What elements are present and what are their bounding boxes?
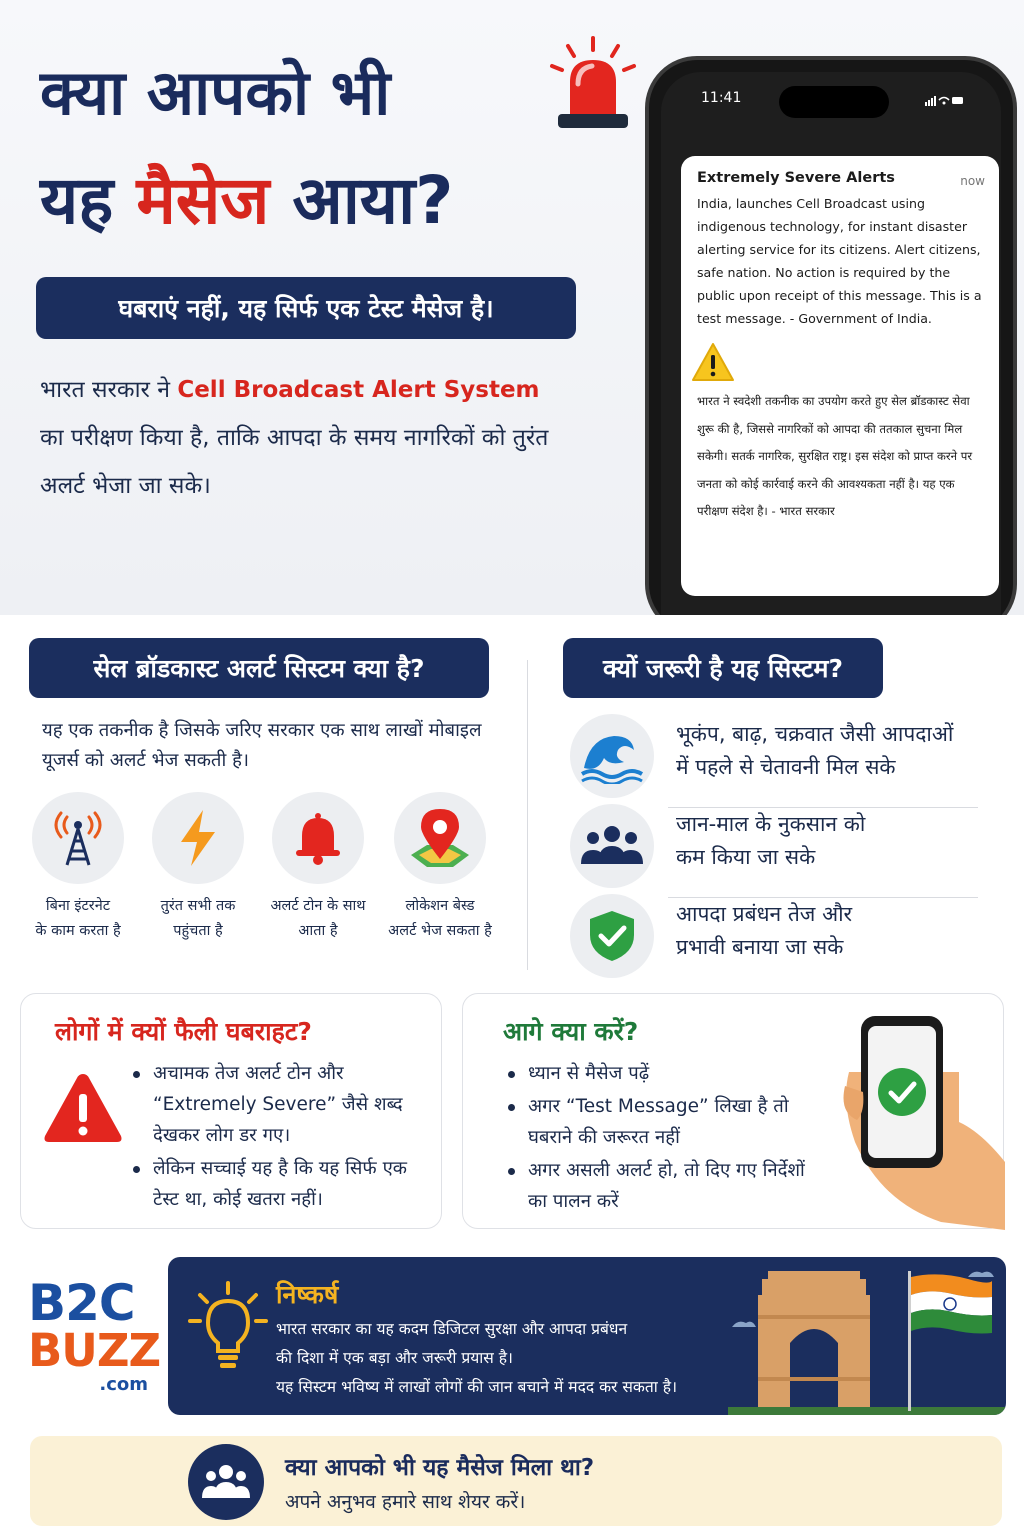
panic-heading: लोगों में क्यों फैली घबराहट? xyxy=(55,1017,312,1046)
status-time: 11:41 xyxy=(701,90,742,106)
list-item: अचामक तेज अलर्ट टोन और “Extremely Severe” जैसे शब्द देखकर लोग डर गए। xyxy=(133,1058,433,1151)
title-highlight: मैसेज xyxy=(136,162,270,239)
why-line: जान-माल के नुकसान को xyxy=(676,812,866,836)
phone-screen xyxy=(661,72,1001,632)
lightning-icon xyxy=(152,792,244,884)
conclusion-line: की दिशा में एक बड़ा और जरूरी प्रयास है। xyxy=(276,1349,513,1367)
feature-caption xyxy=(136,894,260,944)
warning-icon xyxy=(41,1070,125,1146)
india-gate-flag-illustration xyxy=(728,1257,1006,1415)
warning-triangle-icon xyxy=(691,342,735,382)
conclusion-line: भारत सरकार का यह कदम डिजिटल सुरक्षा और आपदा प्रबंधन xyxy=(276,1320,628,1338)
lightbulb-icon xyxy=(188,1281,268,1377)
caption-line: के काम करता है xyxy=(35,923,121,939)
why-item-damage xyxy=(570,802,980,888)
hero-title-line1: क्या आपको भी xyxy=(40,56,391,129)
hero-section xyxy=(0,0,1024,615)
shield-check-icon xyxy=(570,894,654,978)
why-text xyxy=(676,718,953,784)
intro-text-end: का परीक्षण किया है, ताकि आपदा के समय नागरिकों को तुरंत अलर्ट भेजा जा सके। xyxy=(40,425,549,499)
feature-no-internet xyxy=(16,792,140,944)
bell-icon xyxy=(272,792,364,884)
what-is-heading: सेल ब्रॉडकास्ट अलर्ट सिस्टम क्या है? xyxy=(29,638,489,698)
phone-notch xyxy=(779,86,889,118)
people-icon xyxy=(570,804,654,888)
caption-line: आता है xyxy=(298,923,338,939)
alert-notification[interactable] xyxy=(681,156,999,596)
what-is-description: यह एक तकनीक है जिसके जरिए सरकार एक साथ लाखों मोबाइल यूजर्स को अलर्ट भेज सकती है। xyxy=(42,720,482,771)
logo-b2c: B2C xyxy=(28,1274,135,1332)
reassurance-banner: घबराएं नहीं, यह सिर्फ एक टेस्ट मैसेज है। xyxy=(36,277,576,339)
why-text xyxy=(676,808,865,874)
caption-line: तुरंत सभी तक xyxy=(160,898,236,914)
hero-title-line2 xyxy=(40,162,454,239)
logo-buzz: BUZZ xyxy=(28,1324,161,1377)
next-steps-heading: आगे क्या करें? xyxy=(503,1017,639,1046)
title-part-end: आया? xyxy=(269,162,454,239)
caption-line: पहुंचता है xyxy=(173,923,223,939)
column-divider xyxy=(527,660,528,970)
feature-location xyxy=(378,792,502,944)
phone-mockup xyxy=(645,56,1017,636)
next-steps-list xyxy=(508,1058,808,1219)
hand-phone-check-icon xyxy=(841,1012,1005,1230)
intro-text: भारत सरकार ने xyxy=(40,377,178,403)
list-item: लेकिन सच्चाई यह है कि यह सिर्फ एक टेस्ट था, कोई खतरा नहीं। xyxy=(133,1153,433,1215)
cta-question: क्या आपको भी यह मैसेज मिला था? xyxy=(285,1455,595,1481)
why-heading: क्यों जरूरी है यह सिस्टम? xyxy=(563,638,883,698)
conclusion-panel xyxy=(168,1257,1006,1415)
alert-english-text: India, launches Cell Broadcast using indigenous technology, for instant disaster alerting service for its citizens. Alert citizens, safe nation. No action is required by the public upon receipt of this message. This is a test message. - Government of India. xyxy=(697,196,982,326)
alert-time: now xyxy=(960,174,985,188)
why-line: आपदा प्रबंधन तेज और xyxy=(676,902,853,926)
intro-highlight: Cell Broadcast Alert System xyxy=(177,377,540,403)
caption-line: अलर्ट भेज सकता है xyxy=(388,923,492,939)
why-line: में पहले से चेतावनी मिल सके xyxy=(676,755,896,779)
list-item: अगर असली अलर्ट हो, तो दिए गए निर्देशों का पालन करें xyxy=(508,1155,808,1217)
why-item-management xyxy=(570,892,980,978)
siren-icon xyxy=(548,36,638,132)
location-pin-icon xyxy=(394,792,486,884)
caption-line: अलर्ट टोन के साथ xyxy=(270,898,366,914)
list-item: अगर “Test Message” लिखा है तो घबराने की जरूरत नहीं xyxy=(508,1091,808,1153)
intro-paragraph xyxy=(40,366,560,510)
feature-caption xyxy=(256,894,380,944)
cta-subtext: अपने अनुभव हमारे साथ शेयर करें। xyxy=(285,1491,526,1513)
community-icon xyxy=(188,1444,264,1520)
title-part: यह xyxy=(40,162,137,239)
logo-com: .com xyxy=(99,1374,148,1395)
b2cbuzz-logo[interactable] xyxy=(28,1274,161,1395)
feature-alert-tone xyxy=(256,792,380,944)
wave-icon xyxy=(570,714,654,798)
conclusion-line: यह सिस्टम भविष्य में लाखों लोगों की जान बचाने में मदद कर सकता है। xyxy=(276,1378,677,1396)
panic-box xyxy=(20,993,442,1229)
panic-list xyxy=(133,1058,433,1217)
conclusion-text xyxy=(276,1315,746,1402)
why-line: भूकंप, बाढ़, चक्रवात जैसी आपदाओं xyxy=(676,722,954,746)
feature-caption xyxy=(378,894,502,944)
why-line: प्रभावी बनाया जा सके xyxy=(676,935,844,959)
share-cta[interactable] xyxy=(30,1436,1002,1526)
caption-line: लोकेशन बेस्ड xyxy=(405,898,475,914)
why-text xyxy=(676,898,852,964)
status-bar-icons xyxy=(925,94,965,106)
feature-caption xyxy=(16,894,140,944)
alert-title: Extremely Severe Alerts xyxy=(697,170,895,186)
conclusion-heading: निष्कर्ष xyxy=(276,1280,339,1309)
why-item-warning xyxy=(570,712,980,798)
caption-line: बिना इंटरनेट xyxy=(45,898,111,914)
tower-icon xyxy=(32,792,124,884)
why-line: कम किया जा सके xyxy=(676,845,816,869)
alert-hindi-text: भारत ने स्वदेशी तकनीक का उपयोग करते हुए सेल ब्रॉडकास्ट सेवा शुरू की है, जिससे नागरिकों को आपदा की ततकाल सुचना मिल सकेगी। सतर्क नागरिक, सुरक्षित राष्ट्र। इस संदेश को प्राप्त करने पर जनता को कोई कार्रवाई करने की आवश्‍यकता नहीं है। यह एक परीक्षण संदेश है। - भारत सरकार xyxy=(697,394,973,518)
feature-instant xyxy=(136,792,260,944)
list-item: ध्यान से मैसेज पढ़ें xyxy=(508,1058,808,1089)
next-steps-box xyxy=(462,993,1004,1229)
